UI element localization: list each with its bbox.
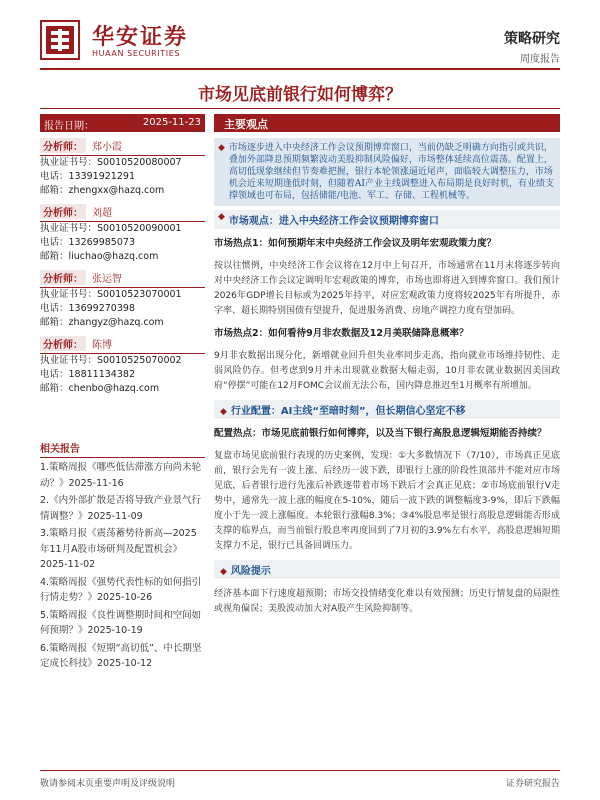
hotspot-1-question: 市场热点1：如何预期年末中央经济工作会议及明年宏观政策力度？ [214, 238, 497, 249]
analyst-phone: 电话：13391921291 [40, 171, 135, 182]
report-date: 2025-11-23 [142, 117, 201, 128]
huaan-logo-icon [40, 20, 80, 60]
risk-text: 经济基本面下行速度超预期；市场交投情绪变化难以有效预测；历史行情复盘的局限性或视角偏误；美股波动加大对A股产生风险抑制等。 [214, 589, 560, 614]
analyst-block [40, 202, 205, 264]
section-title: 风险提示 [230, 566, 271, 577]
allocation-text: 复盘市场见底前银行表现的历史案例，发现：①大多数情况下（7/10），市场真正见底前，银行会先有一波上涨、后经历一波下跌，即银行上涨的阶段性顶部并不能对应市场见底，后者银行进行先涨后补跌逐带着市场下跌后才会真正见底；②市场底前银行V走势中，通常先一波上涨的幅度在5-10%，随后一波下跌的调整幅度3-9%，即后下跌幅度小于先一波上涨幅度。本轮银行涨幅8.3%；③4%股息率是银行高股息逻辑能否形成支撑的临界点，而当前银行股息率再度回到了7月初的3.9%左右水平，高股息逻辑短期支撑力不足，银行已具备回调压力。 [214, 451, 560, 551]
analyst-cert: 执业证书号：S0010523070001 [40, 289, 182, 300]
section-market-view [214, 210, 560, 229]
analyst-name: 陈博 [92, 340, 112, 351]
footer-divider [40, 770, 560, 771]
related-report-item[interactable]: 3.策略月报《震荡蓄势待新高—2025年11月A股市场研判及配置机会》2025-11-02 [40, 528, 197, 570]
left-sidebar [40, 114, 205, 672]
main-content [214, 114, 560, 617]
bullet-icon: ◆ [220, 567, 227, 577]
analyst-name: 张运智 [92, 274, 122, 285]
summary-text: 市场逐步进入中央经济工作会议预期博弈窗口，当前仍缺乏明确方向指引或共识，叠加外部降息预期频繁波动美股抑制风险偏好，市场整体延续高位震荡。配置上，高切低现象继续但节奏难把握，银行本轮领涨逼近尾声，面临较大调整压力，市场机会近来短期逢低时刻，但随着AI产业主线调整进入布局期是良好时机，有业绩支撑领域也可布局，包括储能/电池、军工、存储、工程机械等。 [228, 143, 554, 201]
analyst-cert: 执业证书号：S0010520090001 [40, 223, 182, 234]
analyst-email[interactable]: 邮箱：zhengxx@hazq.com [40, 185, 165, 196]
section-title: 市场观点：进入中央经济工作会议预期博弈窗口 [228, 216, 439, 227]
analyst-name: 刘超 [92, 208, 112, 219]
analyst-block [40, 136, 205, 198]
analyst-phone: 电话：13269985073 [40, 237, 135, 248]
section-title: 行业配置：AI主线“至暗时刻”，但长期信心坚定不移 [230, 406, 466, 417]
analyst-cert: 执业证书号：S0010520080007 [40, 157, 182, 168]
report-subcategory: 周度报告 [520, 54, 560, 65]
bullet-icon: ◆ [218, 212, 225, 222]
page-header [0, 0, 600, 70]
bullet-icon: ◆ [218, 143, 225, 153]
related-report-item[interactable]: 6.策略周报《短期“高切低”、中长期坚定成长科技》2025-10-12 [40, 642, 202, 669]
analyst-role: 分析师： [40, 138, 86, 153]
logo-text: 华安证券 [92, 24, 189, 50]
footer-disclaimer[interactable]: 敬请参阅末页重要声明及评级说明 [40, 779, 176, 789]
logo-subtitle: HUAAN SECURITIES [92, 49, 181, 58]
analyst-block [40, 268, 205, 330]
main-points-header: 主要观点 [214, 114, 560, 132]
section-industry-allocation [214, 400, 560, 419]
related-report-item[interactable]: 4.策略周报《强势代表性标的如何指引行情走势？》2025-10-26 [40, 576, 202, 603]
analyst-phone: 电话：18811134382 [40, 369, 135, 380]
footer-label: 证券研究报告 [505, 779, 560, 789]
analyst-email[interactable]: 邮箱：zhangyz@hazq.com [40, 317, 164, 328]
hotspot-2-text: 9月非农数据出现分化，新增就业回升但失业率同步走高，指向就业市场维持韧性、走弱风险仍存。但考虑到9月并未出现就业数据大幅走弱，10月非农就业数据因美国政府“停摆”可能在12月FOMC会议前无法公布，国内降息推迟至1月概率有所增加。 [214, 351, 560, 391]
analyst-email[interactable]: 邮箱：chenbo@hazq.com [40, 383, 160, 394]
related-report-item[interactable]: 5.策略周报《良性调整期时间和空间如何预期？》2025-10-19 [40, 609, 202, 636]
allocation-question: 配置热点：市场见底前银行如何博弈，以及当下银行高股息逻辑短期能否持续？ [214, 428, 547, 439]
analyst-cert: 执业证书号：S0010525070002 [40, 355, 182, 366]
analyst-block [40, 334, 205, 396]
bullet-icon: ◆ [220, 407, 227, 417]
related-reports-title: 相关报告 [40, 440, 205, 458]
analyst-role: 分析师： [40, 204, 86, 219]
analyst-name: 郑小霞 [92, 142, 122, 153]
report-date-bar [40, 114, 205, 132]
hotspot-2-question: 市场热点2：如何看待9月非农数据及12月美联储降息概率？ [214, 328, 469, 339]
related-report-item[interactable]: 1.策略周报《哪些低估滞涨方向尚未轮动？》2025-11-16 [40, 462, 202, 489]
header-divider [40, 68, 560, 70]
analyst-phone: 电话：13699270398 [40, 303, 135, 314]
related-report-item[interactable]: 2.《内外部扩散是否将导致产业景气行情调整？》2025-11-09 [40, 495, 202, 522]
summary-box [214, 138, 560, 206]
analyst-role: 分析师： [40, 270, 86, 285]
analyst-role: 分析师： [40, 336, 86, 351]
section-risk [214, 560, 560, 579]
analyst-email[interactable]: 邮箱：liuchao@hazq.com [40, 251, 159, 262]
hotspot-1-text: 按以往惯例，中央经济工作会议将在12月中上旬召开，市场通常在11月末将逐步转向对中央经济工作会议定调明年宏观政策的博弈，市场也即将进入到博弈窗口。我们预计2026年GDP增长目标或为2025年持平，对应宏观政策力度将较2025年有所提升，赤字率、超长期特别国债有望提升，促进服务消费、房地产调控力度有望加码。 [214, 261, 560, 316]
page-title: 市场见底前银行如何博弈？ [198, 85, 402, 105]
report-date-label: 报告日期： [44, 121, 94, 132]
report-category: 策略研究 [504, 31, 560, 47]
title-divider [40, 108, 560, 109]
